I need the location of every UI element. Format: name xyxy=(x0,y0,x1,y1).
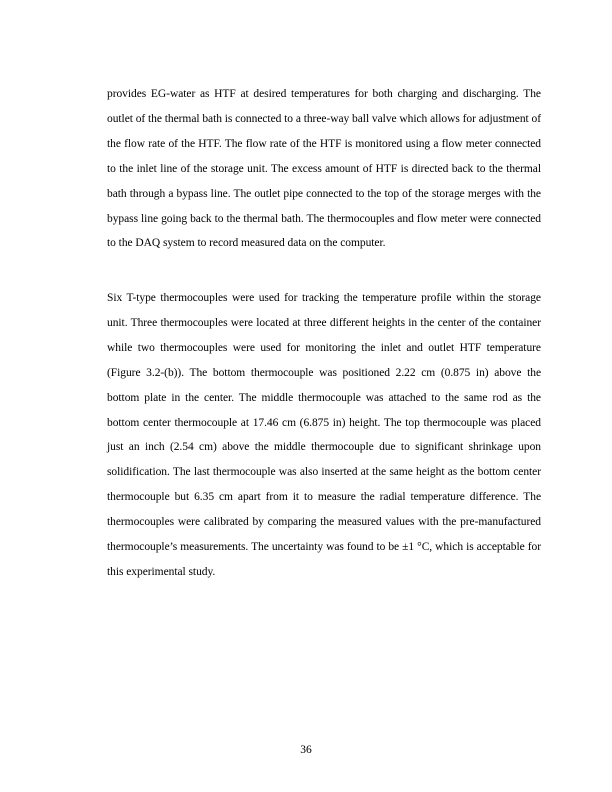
body-paragraph-1: provides EG-water as HTF at desired temperatures for both charging and discharging. The outlet of the thermal bath is connected to a three-way ball valve which allows for adjustment of the flow rate of the HTF. The flow rate of the HTF is monitored using a flow meter connected to the inlet line of the storage unit. The excess amount of HTF is directed back to the thermal bath through a bypass line. The outlet pipe connected to the top of the storage merges with the bypass line going back to the thermal bath. The thermocouples and flow meter were connected to the DAQ system to record measured data on the computer. xyxy=(107,88,541,250)
page-number: 36 xyxy=(300,744,312,756)
body-paragraph-2: Six T-type thermocouples were used for tracking the temperature profile within the storage unit. Three thermocouples were located at three different heights in the center of the container while two thermocouples were used for monitoring the inlet and outlet HTF temperature (Figure 3.2-(b)). The bottom thermocouple was positioned 2.22 cm (0.875 in) above the bottom plate in the center. The middle thermocouple was attached to the same rod as the bottom center thermocouple at 17.46 cm (6.875 in) height. The top thermocouple was placed just an inch (2.54 cm) above the middle thermocouple due to significant shrinkage upon solidification. The last thermocouple was also inserted at the same height as the bottom center thermocouple but 6.35 cm apart from it to measure the radial temperature difference. The thermocouples were calibrated by comparing the measured values with the pre-manufactured thermocouple’s measurements. The uncertainty was found to be ±1 °C, which is acceptable for this experimental study. xyxy=(107,292,541,578)
